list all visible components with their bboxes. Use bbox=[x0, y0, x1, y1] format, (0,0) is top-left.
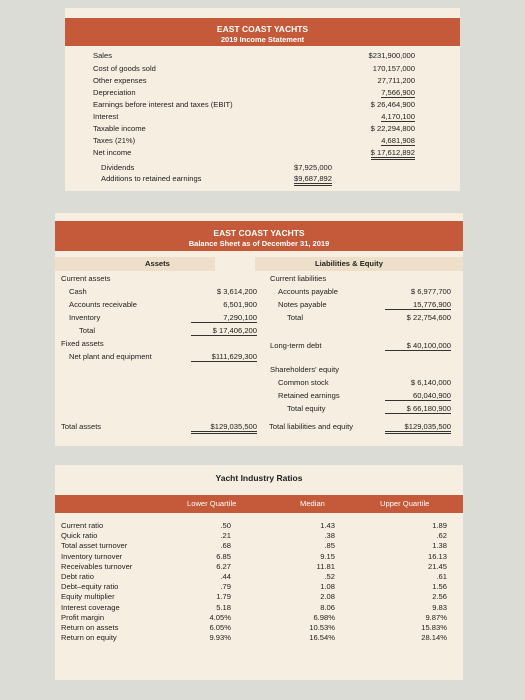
cash-label: Cash bbox=[69, 287, 87, 296]
balance-sheet-title: Balance Sheet as of December 31, 2019 bbox=[188, 239, 330, 248]
upper-quartile-value: 1.56 bbox=[432, 582, 447, 592]
income-value: $ 17,612,892 bbox=[371, 148, 415, 160]
median-value: .38 bbox=[324, 531, 335, 541]
fixed-assets-label: Fixed assets bbox=[61, 339, 104, 348]
median-value: 11.81 bbox=[316, 561, 335, 571]
ratio-label: Profit margin bbox=[61, 612, 105, 622]
income-label: Net income bbox=[93, 148, 132, 157]
cash-value: $ 3,614,200 bbox=[216, 287, 257, 296]
income-value: 27,711,200 bbox=[377, 76, 415, 85]
income-statement-panel bbox=[65, 8, 460, 191]
long-term-debt-value: $ 40,100,000 bbox=[385, 341, 451, 351]
retained-earnings-label: Retained earnings bbox=[278, 391, 340, 400]
ratio-label: Return on assets bbox=[61, 623, 119, 633]
accounts-receivable-label: Accounts receivable bbox=[69, 300, 137, 309]
upper-quartile-value: .62 bbox=[436, 531, 447, 541]
lower-quartile-value: .79 bbox=[220, 582, 231, 592]
income-value: $ 22,294,800 bbox=[370, 124, 415, 133]
ratio-label: Inventory turnover bbox=[61, 551, 123, 561]
income-label: Taxes (21%) bbox=[93, 136, 136, 145]
assets-header: Assets bbox=[145, 259, 170, 268]
median-value: 1.08 bbox=[320, 582, 335, 592]
net-plant-value: $111,629,300 bbox=[191, 352, 257, 362]
current-assets-total-label: Total bbox=[79, 326, 96, 335]
income-value: $ 26,464,900 bbox=[370, 100, 415, 109]
income-label: Taxable income bbox=[93, 124, 146, 133]
long-term-debt-label: Long-term debt bbox=[270, 341, 322, 350]
median-value: 6.98% bbox=[313, 612, 335, 622]
notes-payable-label: Notes payable bbox=[278, 300, 327, 309]
current-liabilities-total-value: $ 22,754,600 bbox=[406, 313, 451, 322]
dividends-label: Dividends bbox=[101, 163, 135, 172]
lower-quartile-header: Lower Quartile bbox=[187, 499, 237, 508]
lower-quartile-value: .68 bbox=[220, 541, 231, 551]
ratio-label: Quick ratio bbox=[61, 531, 98, 541]
lower-quartile-value: 6.85 bbox=[216, 551, 231, 561]
accounts-payable-label: Accounts payable bbox=[278, 287, 338, 296]
upper-quartile-value: 15.83% bbox=[421, 623, 447, 633]
lower-quartile-value: .50 bbox=[220, 521, 231, 530]
income-label: Earnings before interest and taxes (EBIT) bbox=[93, 100, 233, 109]
accounts-payable-value: $ 6,977,700 bbox=[410, 287, 451, 296]
median-value: 2.08 bbox=[320, 592, 335, 602]
income-value: 7,566,900 bbox=[381, 88, 415, 97]
ratio-label: Debt–equity ratio bbox=[61, 582, 119, 592]
lower-quartile-value: 9.93% bbox=[209, 633, 231, 643]
balance-sheet-panel bbox=[55, 213, 463, 446]
lower-quartile-value: 1.79 bbox=[216, 592, 231, 602]
accounts-receivable-value: 6,501,900 bbox=[223, 300, 257, 309]
median-value: 8.06 bbox=[320, 602, 335, 612]
upper-quartile-value: 28.14% bbox=[421, 633, 447, 643]
total-assets-value: $129,035,500 bbox=[191, 422, 257, 434]
median-value: 10.53% bbox=[309, 623, 335, 633]
common-stock-value: $ 6,140,000 bbox=[410, 378, 451, 387]
common-stock-label: Common stock bbox=[278, 378, 329, 387]
income-company-name: EAST COAST YACHTS bbox=[216, 24, 309, 34]
income-statement-header bbox=[65, 18, 460, 46]
retained-earnings-value: 60,040,900 bbox=[385, 391, 451, 401]
shareholders-equity-label: Shareholders' equity bbox=[270, 365, 339, 374]
lower-quartile-column bbox=[195, 521, 231, 643]
upper-quartile-value: 1.89 bbox=[432, 521, 447, 530]
current-liabilities-total-label: Total bbox=[287, 313, 304, 322]
current-assets-label: Current assets bbox=[61, 274, 111, 283]
ratio-label: Equity multiplier bbox=[61, 592, 115, 602]
assets-header-bar bbox=[55, 257, 215, 271]
ratio-label: Interest coverage bbox=[61, 602, 120, 612]
median-column bbox=[299, 521, 335, 643]
upper-quartile-value: .61 bbox=[436, 572, 447, 582]
notes-payable-value: 15,776,900 bbox=[385, 300, 451, 310]
inventory-value: 7,290,100 bbox=[191, 313, 257, 323]
lower-quartile-value: 6.27 bbox=[216, 561, 231, 571]
median-header: Median bbox=[300, 499, 325, 508]
ratios-column-header bbox=[55, 495, 463, 513]
income-label: Other expenses bbox=[93, 76, 147, 85]
upper-quartile-value: 9.87% bbox=[425, 612, 447, 622]
ratio-label: Total asset turnover bbox=[61, 541, 128, 551]
ratios-title: Yacht Industry Ratios bbox=[215, 473, 303, 483]
income-label: Cost of goods sold bbox=[93, 64, 156, 73]
upper-quartile-value: 2.56 bbox=[432, 592, 447, 602]
upper-quartile-value: 9.83 bbox=[432, 602, 447, 612]
total-equity-label: Total equity bbox=[287, 404, 326, 413]
upper-quartile-value: 21.45 bbox=[427, 561, 447, 571]
current-liabilities-label: Current liabilities bbox=[270, 274, 327, 283]
lower-quartile-value: 4.05% bbox=[209, 612, 231, 622]
income-label: Interest bbox=[93, 112, 119, 121]
income-label: Depreciation bbox=[93, 88, 136, 97]
median-value: 16.54% bbox=[309, 633, 335, 643]
industry-ratios-panel bbox=[55, 465, 463, 680]
income-statement-title: 2019 Income Statement bbox=[220, 35, 305, 44]
liabilities-header: Liabilities & Equity bbox=[315, 259, 383, 268]
dividends-value: $7,925,000 bbox=[293, 163, 332, 172]
total-liabilities-equity-label: Total liabilities and equity bbox=[269, 422, 354, 431]
median-value: 1.43 bbox=[320, 521, 335, 530]
lower-quartile-value: 6.05% bbox=[209, 623, 231, 633]
inventory-label: Inventory bbox=[69, 313, 101, 322]
total-liabilities-equity-value: $129,035,500 bbox=[385, 422, 451, 434]
total-assets-label: Total assets bbox=[61, 422, 102, 431]
total-equity-value: $ 66,180,900 bbox=[385, 404, 451, 414]
upper-quartile-column bbox=[411, 521, 447, 643]
retained-earnings-label: Additions to retained earnings bbox=[101, 174, 202, 183]
income-label: Sales bbox=[93, 51, 112, 60]
current-assets-total-value: $ 17,406,200 bbox=[191, 326, 257, 336]
balance-sheet-header bbox=[55, 221, 463, 251]
lower-quartile-value: 5.18 bbox=[216, 602, 231, 612]
ratio-label: Receivables turnover bbox=[61, 561, 133, 571]
income-value: 4,681,908 bbox=[381, 136, 415, 145]
median-value: 9.15 bbox=[320, 551, 335, 561]
retained-earnings-value: $9,687,892 bbox=[294, 174, 332, 186]
balance-company-name: EAST COAST YACHTS bbox=[213, 228, 305, 238]
ratio-labels-column bbox=[61, 521, 132, 643]
lower-quartile-value: .44 bbox=[220, 572, 231, 582]
upper-quartile-value: 16.13 bbox=[427, 551, 447, 561]
median-value: .52 bbox=[324, 572, 335, 582]
income-value: 170,157,000 bbox=[372, 64, 415, 73]
liabilities-header-bar bbox=[255, 257, 463, 271]
lower-quartile-value: .21 bbox=[220, 531, 231, 541]
income-value: 4,170,100 bbox=[381, 112, 415, 121]
ratio-label: Current ratio bbox=[61, 521, 104, 530]
ratio-label: Debt ratio bbox=[61, 572, 94, 582]
upper-quartile-value: 1.38 bbox=[432, 541, 447, 551]
net-plant-label: Net plant and equipment bbox=[69, 352, 152, 361]
income-value: $231,900,000 bbox=[368, 51, 415, 60]
median-value: .85 bbox=[324, 541, 335, 551]
upper-quartile-header: Upper Quartile bbox=[380, 499, 430, 508]
ratio-label: Return on equity bbox=[61, 633, 117, 643]
